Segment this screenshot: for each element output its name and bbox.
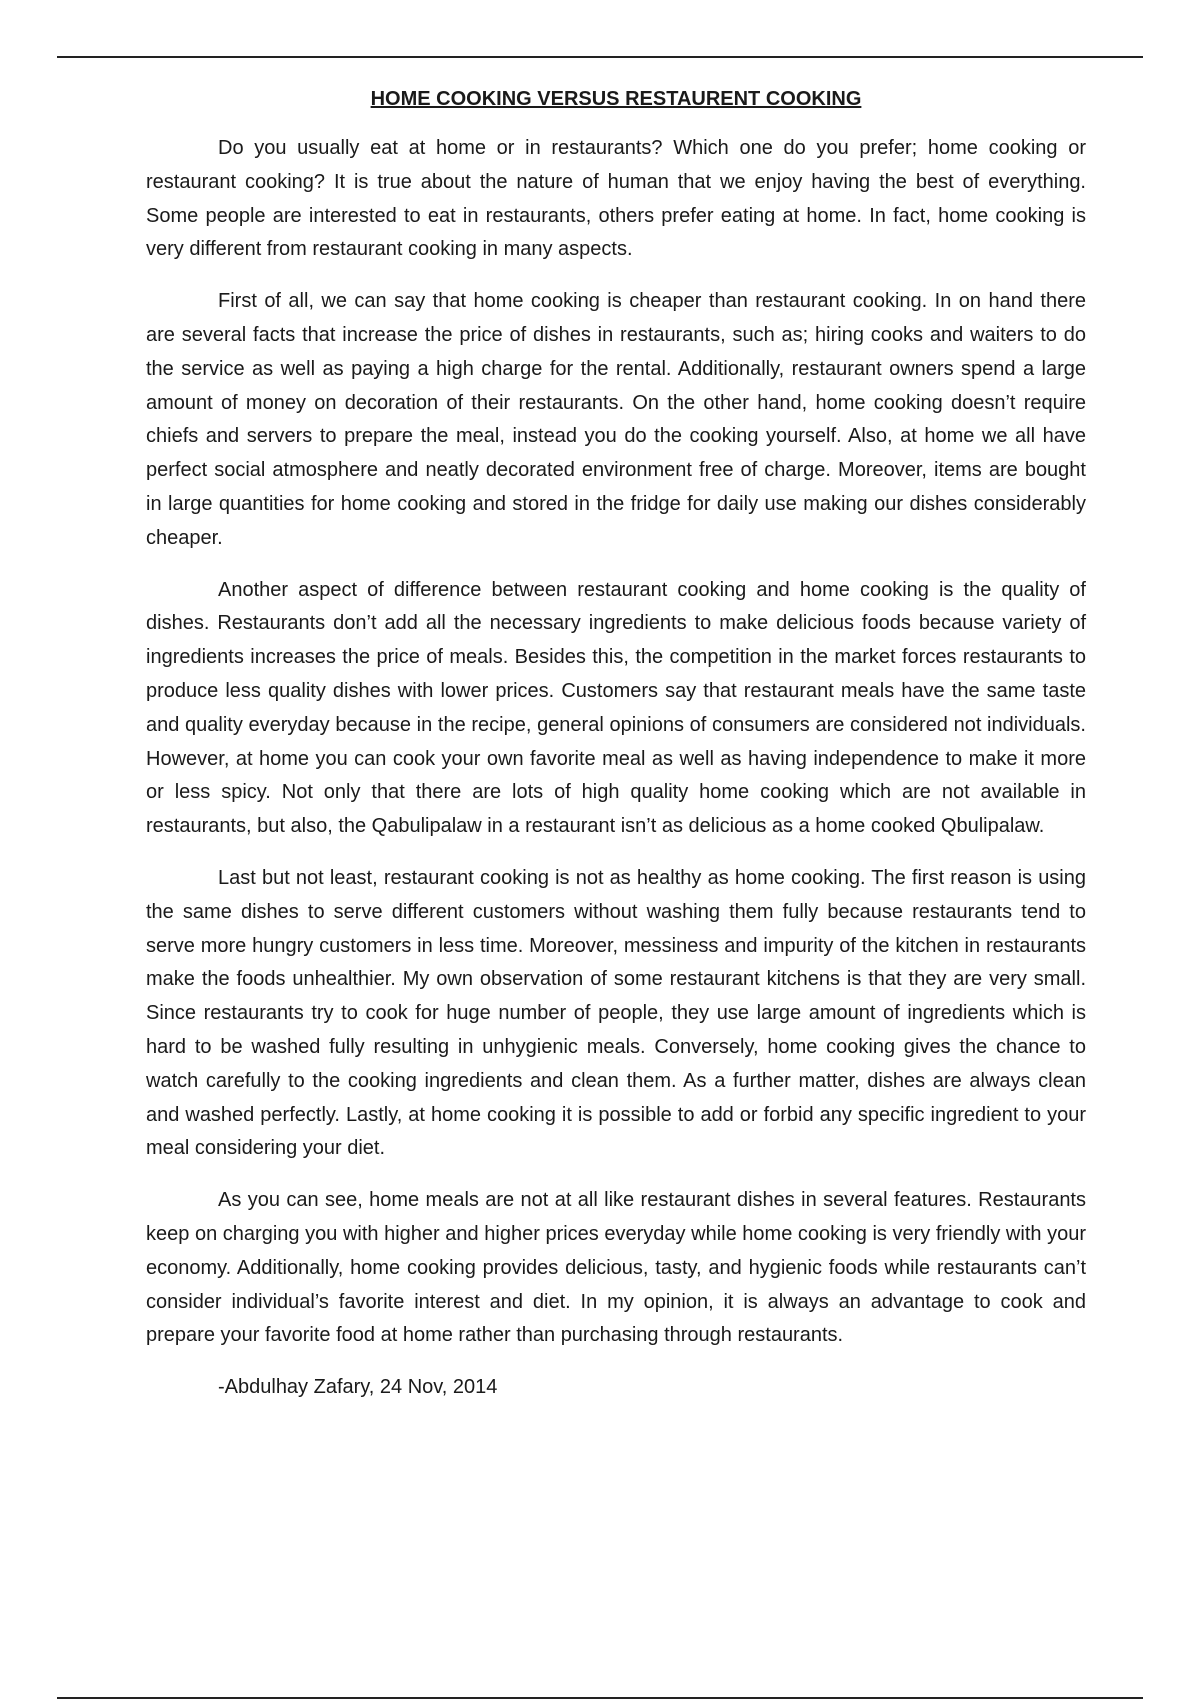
paragraph-conclusion: As you can see, home meals are not at all like restaurant dishes in several features. Restaurants keep on charging you with higher and higher prices everyday while home cooking is very friendly with your economy. Additionally, home cooking provides delicious, tasty, and hygienic foods while restaurants can’t consider individual’s favorite interest and diet. In my opinion, it is always an advantage to cook and prepare your favorite food at home rather than purchasing through restaurants. bbox=[146, 1189, 1086, 1347]
paragraph-quality: Another aspect of difference between restaurant cooking and home cooking is the quality of dishes. Restaurants don’t add all the necessary ingredients to make delicious foods because variety of ingredients increases the price of meals. Besides this, the competition in the market forces restaurants to produce less quality dishes with lower prices. Customers say that restaurant meals have the same taste and quality everyday because in the recipe, general opinions of consumers are considered not individuals. However, at home you can cook your own favorite meal as well as having independence to make it more or less spicy. Not only that there are lots of high quality home cooking which are not available in restaurants, but also, the Qabulipalaw in a restaurant isn’t as delicious as a home cooked Qbulipalaw. bbox=[146, 578, 1086, 838]
paragraph-cost: First of all, we can say that home cooking is cheaper than restaurant cooking. In on hand there are several facts that increase the price of dishes in restaurants, such as; hiring cooks and waiters to do the service as well as paying a high charge for the rental. Additionally, restaurant owners spend a large amount of money on decoration of their restaurants. On the other hand, home cooking doesn’t require chiefs and servers to prepare the meal, instead you do the cooking yourself. Also, at home we all have perfect social atmosphere and neatly decorated environment free of charge. Moreover, items are bought in large quantities for home cooking and stored in the fridge for daily use making our dishes considerably cheaper. bbox=[146, 290, 1086, 549]
header-rule bbox=[57, 56, 1143, 58]
paragraph-intro: Do you usually eat at home or in restaurants? Which one do you prefer; home cooking or restaurant cooking? It is true about the nature of human that we enjoy having the best of everything. Some people are interested to eat in restaurants, others prefer eating at home. In fact, home cooking is very different from restaurant cooking in many aspects. bbox=[146, 137, 1086, 261]
author-signature: -Abdulhay Zafary, 24 Nov, 2014 bbox=[218, 1376, 498, 1399]
document-title: HOME COOKING VERSUS RESTAURENT COOKING bbox=[370, 88, 862, 110]
paragraph-health: Last but not least, restaurant cooking is not as healthy as home cooking. The first reason is using the same dishes to serve different customers without washing them fully because restaurants tend to serve more hungry customers in less time. Moreover, messiness and impurity of the kitchen in restaurants make the foods unhealthier. My own observation of some restaurant kitchens is that they are very small. Since restaurants try to cook for huge number of people, they use large amount of ingredients which is hard to be washed fully resulting in unhygienic meals. Conversely, home cooking gives the chance to watch carefully to the cooking ingredients and clean them. As a further matter, dishes are always clean and washed perfectly. Lastly, at home cooking it is possible to add or forbid any specific ingredient to your meal considering your diet. bbox=[146, 866, 1086, 1160]
footer-rule bbox=[57, 1697, 1143, 1699]
document-body bbox=[146, 84, 1086, 1405]
